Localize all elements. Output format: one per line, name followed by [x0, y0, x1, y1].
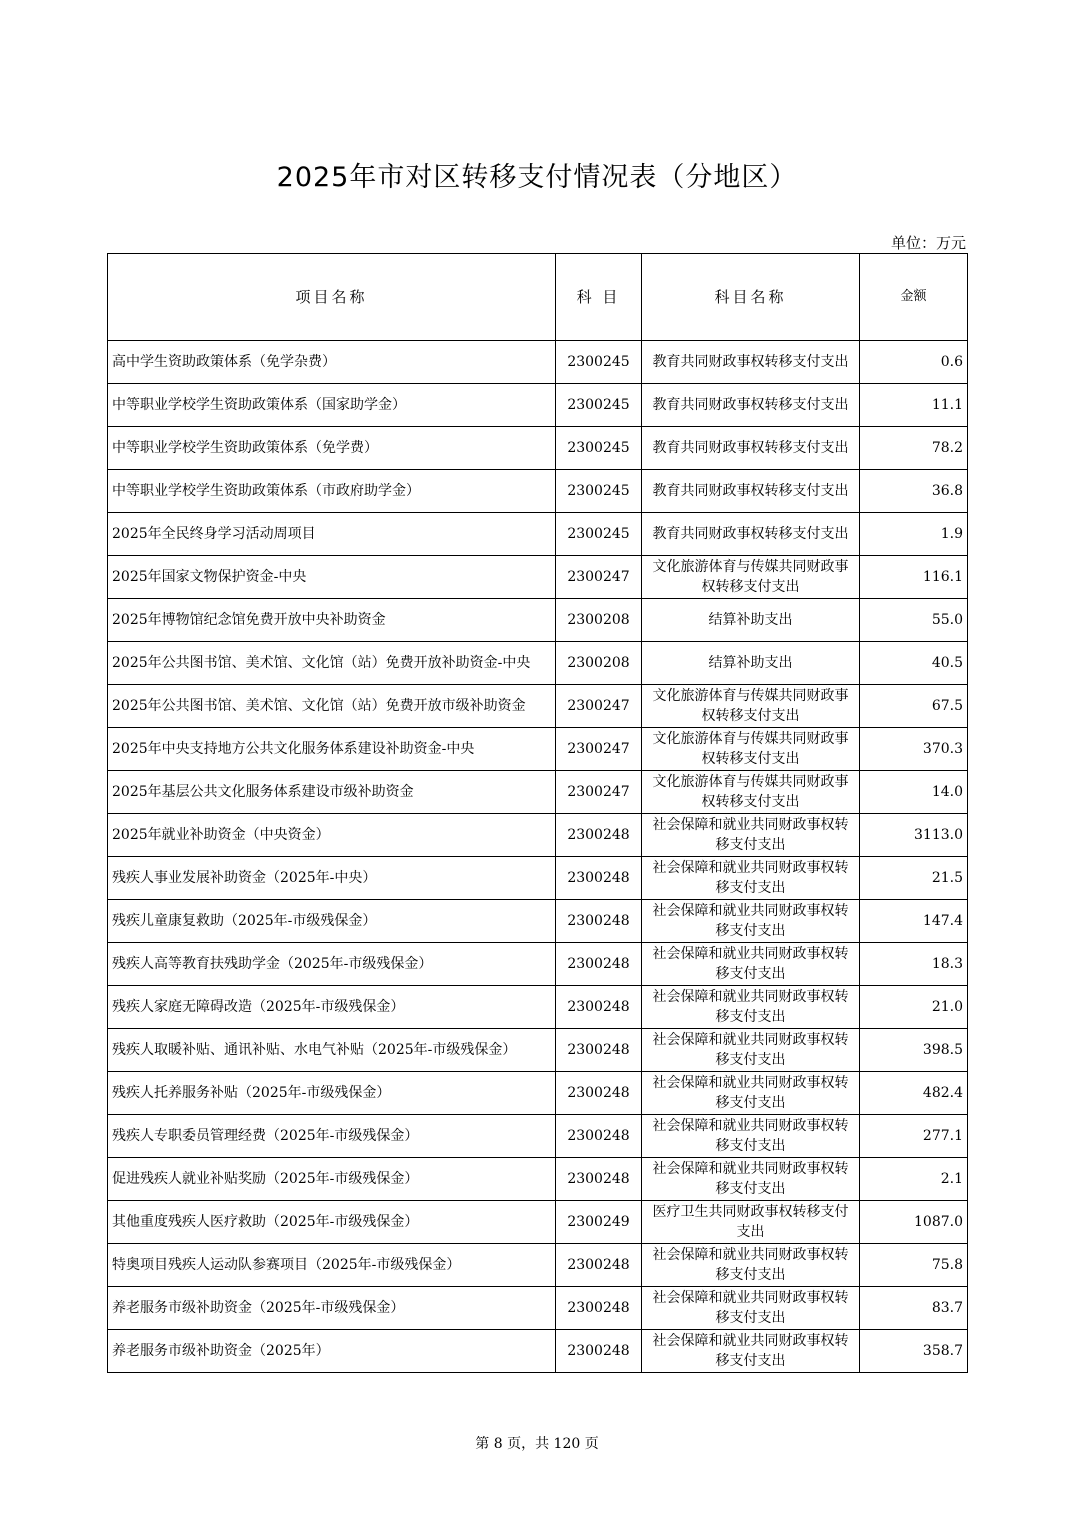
- amount-cell: 370.3: [860, 728, 968, 771]
- transfer-payment-table: [107, 253, 968, 1373]
- table-row: [108, 771, 968, 814]
- subject-code-cell: 2300249: [556, 1201, 642, 1244]
- subject-name-cell: 社会保障和就业共同财政事权转移支付支出: [642, 1115, 860, 1158]
- subject-name-cell: 社会保障和就业共同财政事权转移支付支出: [642, 1029, 860, 1072]
- table-row: [108, 900, 968, 943]
- project-name-cell: 2025年国家文物保护资金-中央: [108, 556, 556, 599]
- table-row: [108, 1029, 968, 1072]
- subject-name-cell: 结算补助支出: [642, 642, 860, 685]
- project-name-cell: 特奥项目残疾人运动队参赛项目（2025年-市级残保金）: [108, 1244, 556, 1287]
- subject-code-cell: 2300248: [556, 857, 642, 900]
- amount-cell: 1087.0: [860, 1201, 968, 1244]
- subject-name-cell: 社会保障和就业共同财政事权转移支付支出: [642, 857, 860, 900]
- subject-name-cell: 社会保障和就业共同财政事权转移支付支出: [642, 1287, 860, 1330]
- project-name-cell: 中等职业学校学生资助政策体系（市政府助学金）: [108, 470, 556, 513]
- amount-cell: 21.0: [860, 986, 968, 1029]
- table-row: [108, 1072, 968, 1115]
- page-title: 2025年市对区转移支付情况表（分地区）: [276, 162, 798, 193]
- project-name-cell: 中等职业学校学生资助政策体系（国家助学金）: [108, 384, 556, 427]
- amount-cell: 83.7: [860, 1287, 968, 1330]
- project-name-cell: 2025年基层公共文化服务体系建设市级补助资金: [108, 771, 556, 814]
- table-row: [108, 642, 968, 685]
- table-row: [108, 728, 968, 771]
- table-row: [108, 470, 968, 513]
- project-name-cell: 养老服务市级补助资金（2025年）: [108, 1330, 556, 1373]
- project-name-cell: 2025年博物馆纪念馆免费开放中央补助资金: [108, 599, 556, 642]
- project-name-cell: 促进残疾人就业补贴奖励（2025年-市级残保金）: [108, 1158, 556, 1201]
- amount-cell: 398.5: [860, 1029, 968, 1072]
- subject-code-cell: 2300245: [556, 341, 642, 384]
- table-row: [108, 599, 968, 642]
- subject-name-cell: 教育共同财政事权转移支付支出: [642, 341, 860, 384]
- amount-cell: 67.5: [860, 685, 968, 728]
- table-row: [108, 1201, 968, 1244]
- table-row: [108, 1115, 968, 1158]
- subject-name-cell: 社会保障和就业共同财政事权转移支付支出: [642, 814, 860, 857]
- subject-name-cell: 社会保障和就业共同财政事权转移支付支出: [642, 1158, 860, 1201]
- page-footer: 第 8 页，共 120 页: [475, 1436, 599, 1452]
- project-name-cell: 残疾人家庭无障碍改造（2025年-市级残保金）: [108, 986, 556, 1029]
- subject-code-cell: 2300247: [556, 556, 642, 599]
- table-row: [108, 384, 968, 427]
- subject-code-cell: 2300247: [556, 771, 642, 814]
- subject-code-cell: 2300208: [556, 599, 642, 642]
- subject-code-cell: 2300248: [556, 1330, 642, 1373]
- table-row: [108, 986, 968, 1029]
- amount-cell: 14.0: [860, 771, 968, 814]
- subject-name-cell: 社会保障和就业共同财政事权转移支付支出: [642, 986, 860, 1029]
- amount-cell: 78.2: [860, 427, 968, 470]
- table-row: [108, 857, 968, 900]
- subject-code-cell: 2300248: [556, 1072, 642, 1115]
- subject-name-cell: 教育共同财政事权转移支付支出: [642, 427, 860, 470]
- subject-name-cell: 文化旅游体育与传媒共同财政事权转移支付支出: [642, 771, 860, 814]
- subject-code-cell: 2300248: [556, 1158, 642, 1201]
- subject-code-cell: 2300245: [556, 384, 642, 427]
- header-amount: 金额: [860, 254, 968, 341]
- subject-code-cell: 2300245: [556, 470, 642, 513]
- amount-cell: 55.0: [860, 599, 968, 642]
- subject-code-cell: 2300248: [556, 1244, 642, 1287]
- subject-name-cell: 教育共同财政事权转移支付支出: [642, 384, 860, 427]
- subject-name-cell: 教育共同财政事权转移支付支出: [642, 513, 860, 556]
- table-row: [108, 1244, 968, 1287]
- subject-code-cell: 2300245: [556, 513, 642, 556]
- subject-code-cell: 2300248: [556, 943, 642, 986]
- table-row: [108, 1330, 968, 1373]
- amount-cell: 36.8: [860, 470, 968, 513]
- subject-code-cell: 2300248: [556, 814, 642, 857]
- amount-cell: 1.9: [860, 513, 968, 556]
- subject-name-cell: 教育共同财政事权转移支付支出: [642, 470, 860, 513]
- subject-name-cell: 社会保障和就业共同财政事权转移支付支出: [642, 900, 860, 943]
- header-project-name: 项目名称: [108, 254, 556, 341]
- table-row: [108, 513, 968, 556]
- project-name-cell: 2025年公共图书馆、美术馆、文化馆（站）免费开放补助资金-中央: [108, 642, 556, 685]
- amount-cell: 18.3: [860, 943, 968, 986]
- subject-code-cell: 2300245: [556, 427, 642, 470]
- subject-name-cell: 社会保障和就业共同财政事权转移支付支出: [642, 1244, 860, 1287]
- table-row: [108, 685, 968, 728]
- table-row: [108, 1158, 968, 1201]
- subject-name-cell: 结算补助支出: [642, 599, 860, 642]
- subject-code-cell: 2300247: [556, 728, 642, 771]
- amount-cell: 2.1: [860, 1158, 968, 1201]
- table-row: [108, 1287, 968, 1330]
- table-header-row: [108, 254, 968, 341]
- amount-cell: 116.1: [860, 556, 968, 599]
- amount-cell: 21.5: [860, 857, 968, 900]
- project-name-cell: 养老服务市级补助资金（2025年-市级残保金）: [108, 1287, 556, 1330]
- project-name-cell: 2025年就业补助资金（中央资金）: [108, 814, 556, 857]
- project-name-cell: 残疾人高等教育扶残助学金（2025年-市级残保金）: [108, 943, 556, 986]
- subject-name-cell: 社会保障和就业共同财政事权转移支付支出: [642, 1072, 860, 1115]
- table-row: [108, 814, 968, 857]
- project-name-cell: 中等职业学校学生资助政策体系（免学费）: [108, 427, 556, 470]
- amount-cell: 75.8: [860, 1244, 968, 1287]
- subject-name-cell: 社会保障和就业共同财政事权转移支付支出: [642, 1330, 860, 1373]
- amount-cell: 277.1: [860, 1115, 968, 1158]
- table-row: [108, 341, 968, 384]
- amount-cell: 358.7: [860, 1330, 968, 1373]
- header-subject-code: 科 目: [556, 254, 642, 341]
- subject-name-cell: 文化旅游体育与传媒共同财政事权转移支付支出: [642, 685, 860, 728]
- amount-cell: 147.4: [860, 900, 968, 943]
- header-subject-name: 科目名称: [642, 254, 860, 341]
- project-name-cell: 2025年全民终身学习活动周项目: [108, 513, 556, 556]
- subject-code-cell: 2300208: [556, 642, 642, 685]
- subject-code-cell: 2300248: [556, 1115, 642, 1158]
- subject-code-cell: 2300248: [556, 1287, 642, 1330]
- amount-cell: 40.5: [860, 642, 968, 685]
- project-name-cell: 高中学生资助政策体系（免学杂费）: [108, 341, 556, 384]
- project-name-cell: 2025年中央支持地方公共文化服务体系建设补助资金-中央: [108, 728, 556, 771]
- amount-cell: 11.1: [860, 384, 968, 427]
- table-row: [108, 427, 968, 470]
- project-name-cell: 2025年公共图书馆、美术馆、文化馆（站）免费开放市级补助资金: [108, 685, 556, 728]
- table-row: [108, 556, 968, 599]
- subject-name-cell: 文化旅游体育与传媒共同财政事权转移支付支出: [642, 556, 860, 599]
- amount-cell: 0.6: [860, 341, 968, 384]
- table-row: [108, 943, 968, 986]
- subject-code-cell: 2300248: [556, 986, 642, 1029]
- unit-label: 单位：万元: [890, 234, 966, 252]
- subject-code-cell: 2300248: [556, 1029, 642, 1072]
- subject-code-cell: 2300248: [556, 900, 642, 943]
- subject-code-cell: 2300247: [556, 685, 642, 728]
- project-name-cell: 残疾人专职委员管理经费（2025年-市级残保金）: [108, 1115, 556, 1158]
- project-name-cell: 残疾人取暖补贴、通讯补贴、水电气补贴（2025年-市级残保金）: [108, 1029, 556, 1072]
- subject-name-cell: 文化旅游体育与传媒共同财政事权转移支付支出: [642, 728, 860, 771]
- amount-cell: 3113.0: [860, 814, 968, 857]
- project-name-cell: 其他重度残疾人医疗救助（2025年-市级残保金）: [108, 1201, 556, 1244]
- project-name-cell: 残疾人托养服务补贴（2025年-市级残保金）: [108, 1072, 556, 1115]
- subject-name-cell: 社会保障和就业共同财政事权转移支付支出: [642, 943, 860, 986]
- amount-cell: 482.4: [860, 1072, 968, 1115]
- project-name-cell: 残疾人事业发展补助资金（2025年-中央）: [108, 857, 556, 900]
- subject-name-cell: 医疗卫生共同财政事权转移支付支出: [642, 1201, 860, 1244]
- project-name-cell: 残疾儿童康复救助（2025年-市级残保金）: [108, 900, 556, 943]
